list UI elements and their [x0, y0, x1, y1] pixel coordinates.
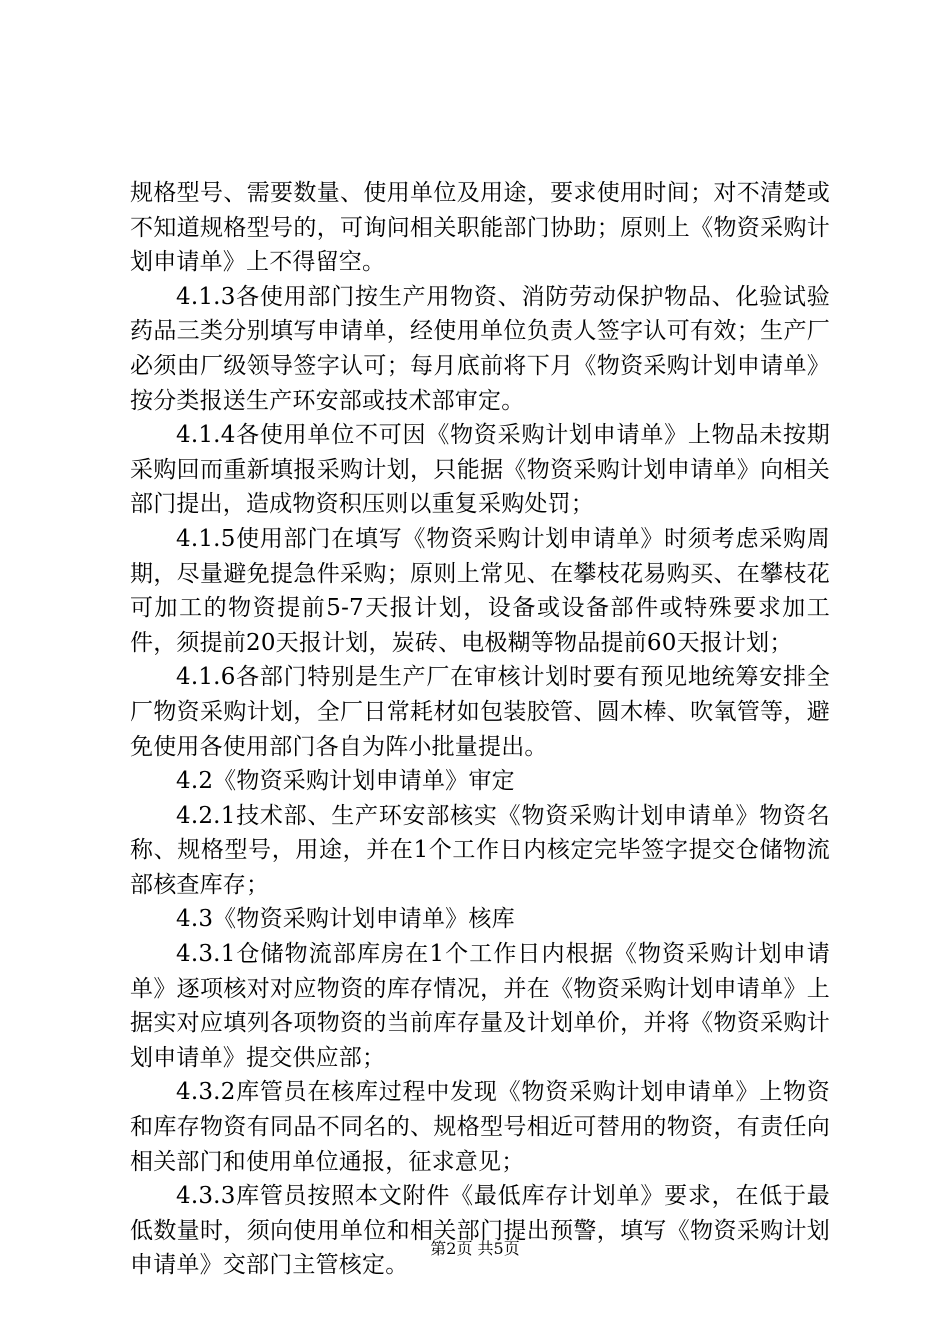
section-heading-4-2: 4.2《物资采购计划申请单》审定	[176, 768, 515, 795]
page-footer	[0, 1239, 950, 1259]
paragraph-4-1-4: 4.1.4各使用单位不可因《物资采购计划申请单》上物品未按期采购回而重新填报采购计划，只能据《物资采购计划申请单》向相关部门提出，造成物资积压则以重复采购处罚；	[130, 422, 830, 518]
paragraph-4-1-6: 4.1.6各部门特别是生产厂在审核计划时要有预见地统筹安排全厂物资采购计划，全厂日常耗材如包装胶管、圆木棒、吹氧管等，避免使用各使用部门各自为阵小批量提出。	[130, 664, 830, 760]
document-body	[130, 176, 830, 1283]
paragraph-4-1-5: 4.1.5使用部门在填写《物资采购计划申请单》时须考虑采购周期，尽量避免提急件采购；原则上常见、在攀枝花易购买、在攀枝花可加工的物资提前5-7天报计划，设备或设备部件或特殊要求加工件，须提前20天报计划，炭砖、电极糊等物品提前60天报计划；	[130, 525, 830, 656]
paragraph-4-2-1: 4.2.1技术部、生产环安部核实《物资采购计划申请单》物资名称、规格型号，用途，并在1个工作日内核定完毕签字提交仓储物流部核查库存；	[130, 802, 830, 898]
paragraph-continuation: 规格型号、需要数量、使用单位及用途，要求使用时间；对不清楚或不知道规格型号的，可询问相关职能部门协助；原则上《物资采购计划申请单》上不得留空。	[130, 180, 830, 276]
paragraph-4-1-3: 4.1.3各使用部门按生产用物资、消防劳动保护物品、化验试验药品三类分别填写申请单，经使用单位负责人签字认可有效；生产厂必须由厂级领导签字认可；每月底前将下月《物资采购计划申请单》按分类报送生产环安部或技术部审定。	[130, 283, 830, 414]
paragraph-4-3-2: 4.3.2库管员在核库过程中发现《物资采购计划申请单》上物资和库存物资有同品不同名的、规格型号相近可替用的物资，有责任向相关部门和使用单位通报，征求意见；	[130, 1079, 830, 1175]
paragraph-4-3-1: 4.3.1仓储物流部库房在1个工作日内根据《物资采购计划申请单》逐项核对对应物资的库存情况，并在《物资采购计划申请单》上据实对应填列各项物资的当前库存量及计划单价，并将《物资采购计划申请单》提交供应部；	[130, 941, 830, 1071]
paragraph-4-3-3: 4.3.3库管员按照本文附件《最低库存计划单》要求，在低于最低数量时，须向使用单位和相关部门提出预警，填写《物资采购计划申请单》交部门主管核定。	[130, 1183, 830, 1279]
page-number-label: 第2页 共5页	[430, 1239, 520, 1258]
section-heading-4-3: 4.3《物资采购计划申请单》核库	[176, 906, 515, 933]
